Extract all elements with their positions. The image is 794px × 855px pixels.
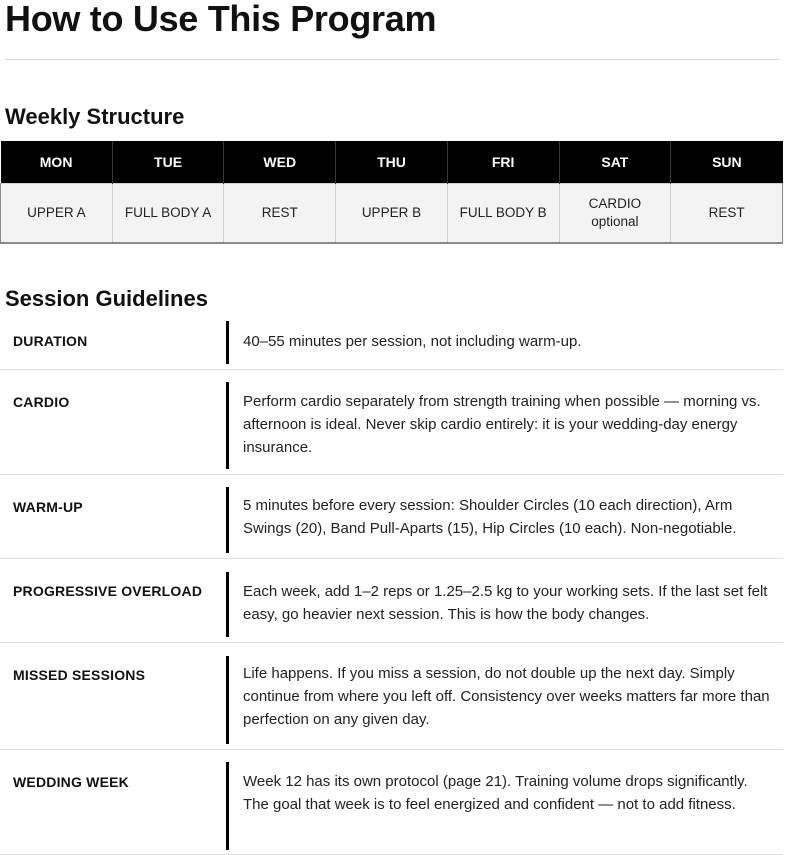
page-title: How to Use This Program xyxy=(5,0,437,39)
day-header-thu: THU xyxy=(336,141,448,184)
guideline-row-wedding-week xyxy=(0,750,783,855)
guideline-divider-bar xyxy=(226,572,229,637)
guideline-row-cardio xyxy=(0,370,783,475)
day-header-mon: MON xyxy=(1,141,113,184)
guideline-label: DURATION xyxy=(13,333,88,349)
guideline-divider-bar xyxy=(226,487,229,553)
session-label: CARDIO xyxy=(588,196,642,211)
session-guidelines-heading: Session Guidelines xyxy=(5,286,208,311)
session-cell-sun xyxy=(671,184,783,244)
guideline-text: Each week, add 1–2 reps or 1.25–2.5 kg to your working sets. If the last set felt easy, go heavier next session. This is how the body changes. xyxy=(243,583,768,623)
title-divider xyxy=(5,59,780,60)
guideline-text: Life happens. If you miss a session, do not double up the next day. Simply continue from where you left off. Consistency over weeks matters far more than perfection on any given day. xyxy=(243,665,770,728)
day-header-sun: SUN xyxy=(671,141,783,184)
guideline-label: PROGRESSIVE OVERLOAD xyxy=(13,583,203,599)
guideline-divider-bar xyxy=(226,382,229,469)
guideline-divider-bar xyxy=(226,656,229,744)
guideline-row-warm-up xyxy=(0,475,783,559)
guideline-label: WEDDING WEEK xyxy=(13,774,129,790)
weekday-header-row xyxy=(1,141,783,184)
guideline-text: Perform cardio separately from strength training when possible — morning vs. afternoon is ideal. Never skip cardio entirely: it is your wedding-day energy insurance. xyxy=(243,393,761,456)
guideline-row-progressive-overload xyxy=(0,559,783,643)
session-cell-wed xyxy=(224,184,336,244)
guideline-row-duration xyxy=(0,309,783,370)
session-note: optional xyxy=(591,214,639,229)
guideline-label: MISSED SESSIONS xyxy=(13,667,146,683)
session-label: FULL BODY B xyxy=(459,205,547,220)
session-cell-mon xyxy=(1,184,113,244)
session-cell-thu xyxy=(336,184,448,244)
guideline-divider-bar xyxy=(226,762,229,850)
weekly-structure-table xyxy=(0,141,783,244)
session-label: REST xyxy=(708,205,745,220)
guideline-text: 5 minutes before every session: Shoulder Circles (10 each direction), Arm Swings (20), Band Pull-Aparts (15), Hip Circles (10 each). Non-negotiable. xyxy=(243,497,737,537)
day-header-wed: WED xyxy=(224,141,336,184)
session-guidelines-list xyxy=(0,309,783,855)
guideline-label: WARM-UP xyxy=(13,499,83,515)
weekly-structure-heading: Weekly Structure xyxy=(5,104,185,129)
day-header-sat: SAT xyxy=(559,141,671,184)
day-header-tue: TUE xyxy=(112,141,224,184)
guideline-divider-bar xyxy=(226,321,229,364)
session-label: FULL BODY A xyxy=(124,205,212,220)
day-header-fri: FRI xyxy=(447,141,559,184)
session-label: REST xyxy=(261,205,298,220)
guideline-row-missed-sessions xyxy=(0,643,783,750)
session-label: UPPER B xyxy=(361,205,422,220)
guideline-text: 40–55 minutes per session, not including warm-up. xyxy=(243,333,582,350)
session-cell-tue xyxy=(112,184,224,244)
session-cell-fri xyxy=(447,184,559,244)
session-cell-sat xyxy=(559,184,671,244)
guideline-label: CARDIO xyxy=(13,394,70,410)
session-row xyxy=(1,184,783,244)
session-label: UPPER A xyxy=(27,205,86,220)
guideline-text: Week 12 has its own protocol (page 21). Training volume drops significantly. The goal that week is to feel energized and confident — not to add fitness. xyxy=(243,773,748,813)
